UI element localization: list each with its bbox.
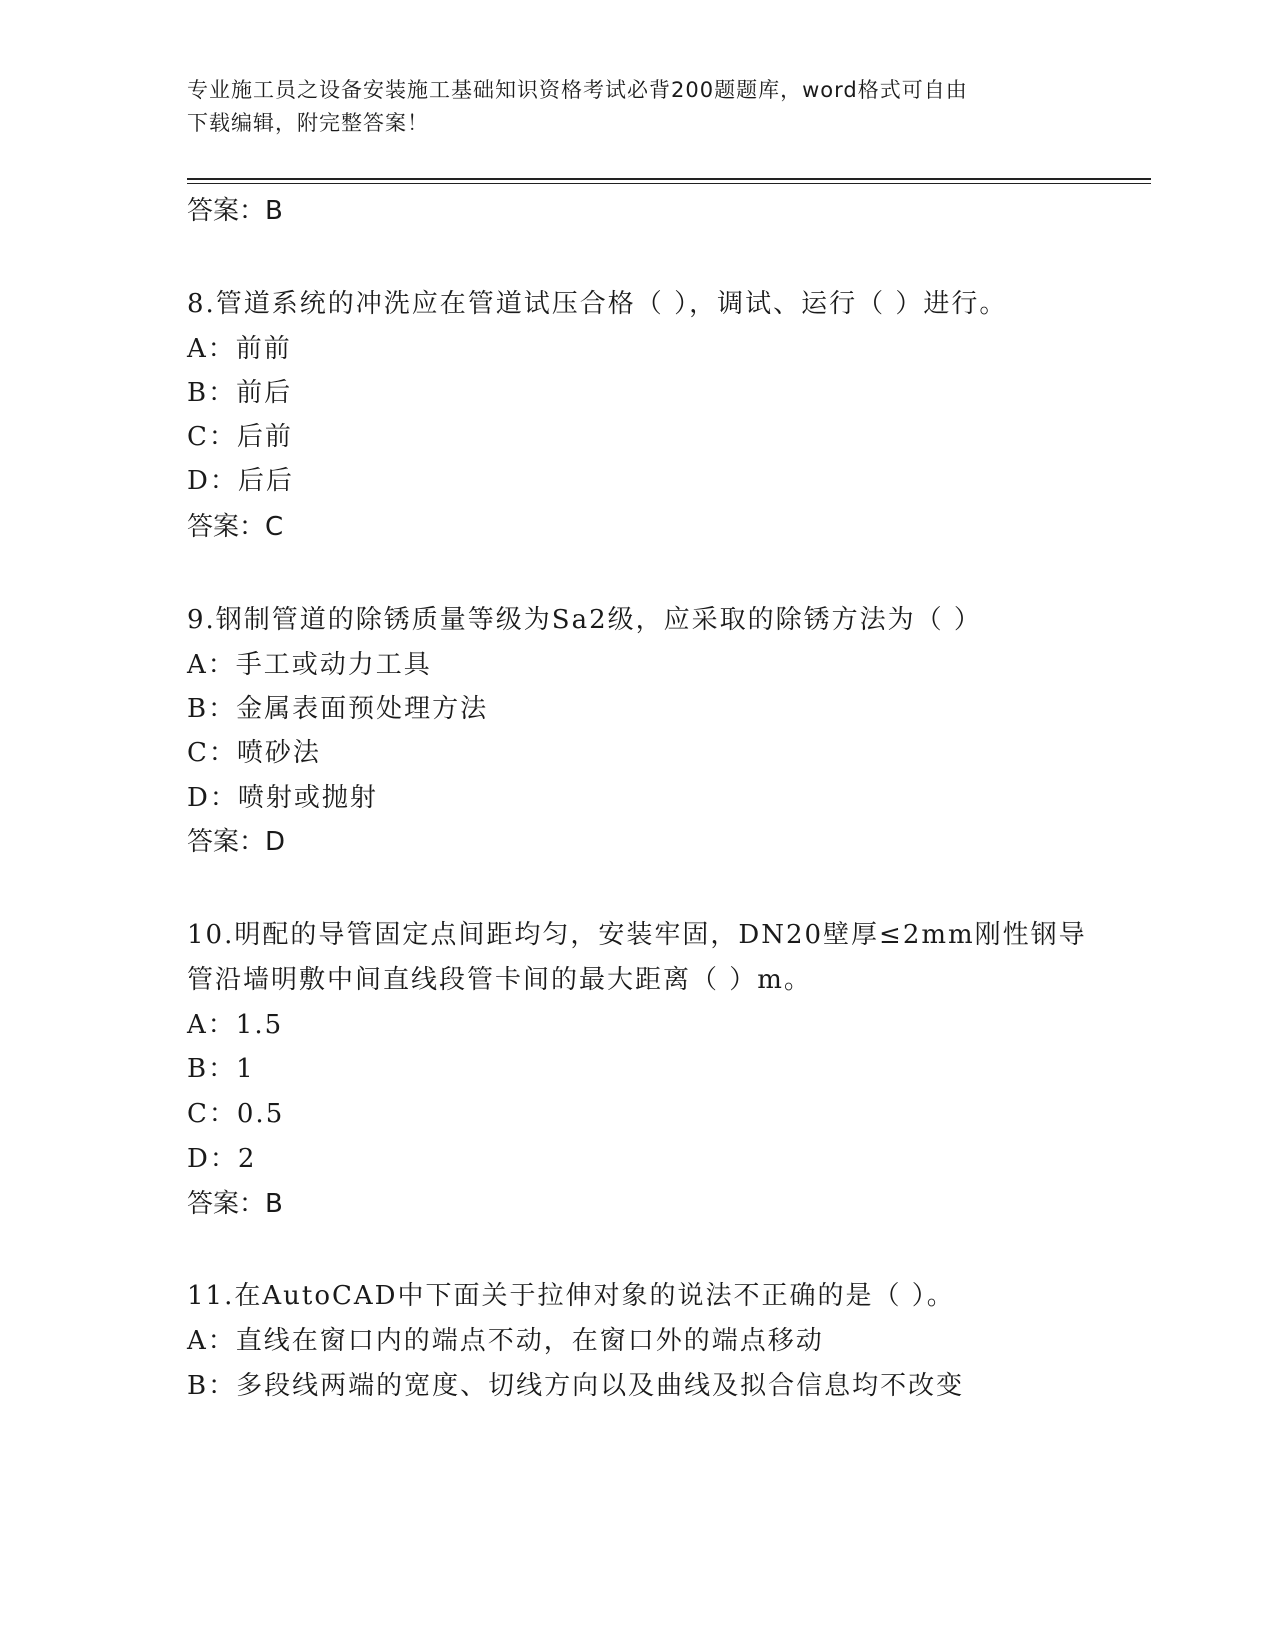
header-line-2: 下载编辑，附完整答案！ xyxy=(187,111,429,135)
header-rule-thick xyxy=(187,178,1151,180)
answer-line: 答案：D xyxy=(187,827,286,857)
question-text: 10.明配的导管固定点间距均匀，安装牢固，DN20壁厚≤2mm刚性钢导 xyxy=(187,920,1087,950)
question-text: 11.在AutoCAD中下面关于拉伸对象的说法不正确的是（ ）。 xyxy=(187,1281,955,1311)
question-text-cont: 管沿墙明敷中间直线段管卡间的最大距离（ ）m。 xyxy=(187,965,812,995)
answer-line: 答案：B xyxy=(187,1189,283,1219)
option-b: B：1 xyxy=(187,1054,255,1084)
option-a: A：1.5 xyxy=(187,1010,284,1040)
answer-line: 答案：C xyxy=(187,512,284,542)
option-d: D：喷射或抛射 xyxy=(187,783,378,813)
option-d: D：2 xyxy=(187,1144,257,1174)
question-text: 9.钢制管道的除锈质量等级为Sa2级，应采取的除锈方法为（ ） xyxy=(187,605,982,635)
option-c: C：后前 xyxy=(187,422,293,452)
option-a: A：直线在窗口内的端点不动，在窗口外的端点移动 xyxy=(187,1326,824,1356)
option-c: C：喷砂法 xyxy=(187,738,321,768)
header-rule-thin xyxy=(187,183,1151,184)
option-c: C：0.5 xyxy=(187,1099,285,1129)
option-b: B：金属表面预处理方法 xyxy=(187,694,489,724)
option-a: A：前前 xyxy=(187,334,292,364)
header-line-1: 专业施工员之设备安装施工基础知识资格考试必背200题题库，word格式可自由 xyxy=(187,78,968,102)
option-b: B：多段线两端的宽度、切线方向以及曲线及拟合信息均不改变 xyxy=(187,1371,965,1401)
answer-line: 答案：B xyxy=(187,196,283,226)
document-header xyxy=(187,74,1087,140)
option-a: A：手工或动力工具 xyxy=(187,650,432,680)
option-d: D：后后 xyxy=(187,466,294,496)
question-text: 8.管道系统的冲洗应在管道试压合格（ ），调试、运行（ ）进行。 xyxy=(187,289,1008,319)
option-b: B：前后 xyxy=(187,378,293,408)
